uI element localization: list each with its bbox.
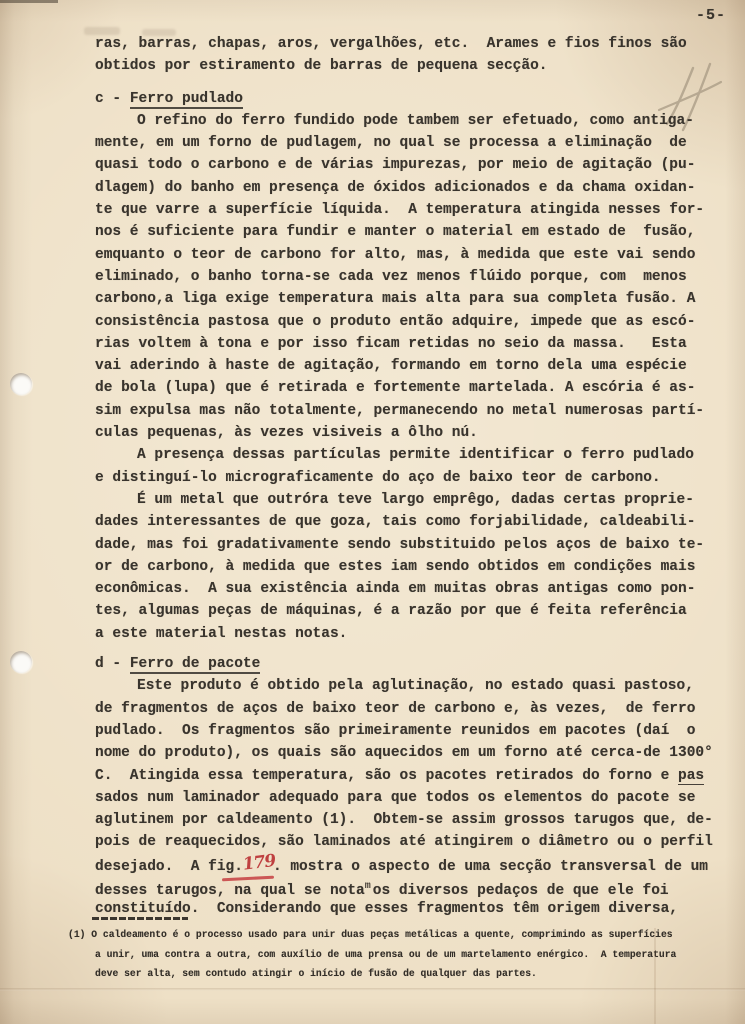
- text-line: de fragmentos de aços de baixo teor de carbono e, às vezes, de ferro: [95, 700, 696, 717]
- section-d-title: Ferro de pacote: [129, 656, 261, 673]
- text-line: dades interessantes de que goza, tais como forjabilidade, caldeabili-: [95, 514, 696, 531]
- text-line: culas pequenas, às vezes visiveis a ôlho nú.: [95, 425, 478, 442]
- text-line: econômicas. A sua existência ainda em muitas obras antigas como pon-: [95, 581, 696, 598]
- punch-hole: [10, 651, 32, 673]
- text-line: e distinguí-lo micrograficamente do aço de baixo teor de carbono.: [95, 469, 661, 486]
- inserted-superscript: m: [364, 880, 371, 892]
- footnote: [68, 925, 728, 984]
- underlined-syllable: pas: [678, 767, 705, 784]
- text-line: vai aderindo à haste de agitação, formando em torno dela uma espécie: [95, 358, 687, 375]
- text-line: quasi todo o carbono e de várias impurezas, por meio de agitação (pu-: [95, 157, 696, 174]
- text-line: or de carbono, à medida que estes iam sendo obtidos em condições mais: [95, 558, 696, 575]
- text-segment: C. Atingida essa temperatura, são os pacotes retirados do forno e: [95, 767, 678, 784]
- text-line: de bola (lupa) que é retirada e fortemente martelada. A escória é as-: [95, 380, 696, 397]
- text-segment: desejado. A fig.: [95, 858, 243, 875]
- text-line: A presença dessas partículas permite identificar o ferro pudlado: [137, 447, 694, 464]
- text-line: emquanto o teor de carbono for alto, mas, à medida que este vai sendo: [95, 246, 696, 263]
- scan-edge-artifact: [0, 0, 58, 3]
- section-c-title: Ferro pudlado: [129, 90, 243, 107]
- text-line: pudlado. Os fragmentos são primeiramente reunidos em pacotes (daí o: [95, 722, 696, 739]
- paper-crease: [654, 928, 656, 1024]
- text-line: sados num laminador adequado para que todos os elementos do pacote se: [95, 789, 696, 806]
- text-line: [95, 876, 735, 898]
- paper-crease: [0, 988, 745, 991]
- text-line: pois de reaquecidos, são laminados até atingirem o diâmetro ou o perfil: [95, 834, 713, 851]
- text-line: [95, 765, 735, 787]
- text-line: tes, algumas peças de máquinas, é a razão por que é feita referência: [95, 603, 687, 620]
- text-line: mente, em um forno de pudlagem, no qual se processa a eliminação de: [95, 135, 687, 152]
- text-segment: desses tarugos, na qual se nota: [95, 882, 365, 899]
- page-number: -5-: [695, 7, 726, 24]
- footnote-separator: [92, 917, 188, 920]
- text-line: aglutinem por caldeamento (1). Obtem-se assim grossos tarugos que, de-: [95, 812, 713, 829]
- text-line: dlagem) do banho em presença de óxidos adicionados e da chama oxidan-: [95, 179, 696, 196]
- text-line: Este produto é obtido pela aglutinação, no estado quasi pastoso,: [137, 678, 694, 695]
- text-line: É um metal que outróra teve largo emprêgo, dadas certas proprie-: [137, 491, 694, 508]
- text-line: nome do produto), os quais são aquecidos em um forno até cerca-de 1300°: [95, 745, 713, 762]
- text-line: te que varre a superfície líquida. A temperatura atingida nesses for-: [95, 202, 705, 219]
- text-line: constituído. Considerando que esses fragmentos têm origem diversa,: [95, 901, 678, 918]
- text-line: [95, 850, 735, 876]
- section-d-heading: [95, 653, 735, 675]
- section-c-label: c -: [95, 90, 130, 107]
- text-line: dade, mas foi gradativamente sendo substituido pelos aços de baixo te-: [95, 536, 705, 553]
- document-body: [95, 33, 735, 921]
- punch-hole: [10, 373, 32, 395]
- section-c-heading: [95, 88, 735, 110]
- handwritten-figure-number: 179: [241, 850, 277, 875]
- text-line: eliminado, o banho torna-se cada vez menos flúido porque, com menos: [95, 268, 687, 285]
- footnote-line: (1) O caldeamento é o processo usado para unir duas peças metálicas a quente, comprimindo as superfícies: [68, 929, 673, 940]
- text-line: consistência pastosa que o produto então adquire, impede que as escó-: [95, 313, 696, 330]
- footnote-line: a unir, uma contra a outra, com auxílio de uma prensa ou de um martelamento enérgico. A temperatura: [95, 948, 677, 960]
- section-d-label: d -: [95, 656, 130, 673]
- footnote-line: deve ser alta, sem contudo atingir o início de fusão de qualquer das partes.: [95, 968, 537, 979]
- text-segment: os diversos pedaços de que ele foi: [372, 882, 669, 899]
- text-line: ras, barras, chapas, aros, vergalhões, etc. Arames e fios finos são: [95, 36, 687, 52]
- text-line: carbono,a liga exige temperatura mais alta para sua completa fusão. A: [95, 291, 696, 308]
- text-line: nos é suficiente para fundir e manter o material em estado de fusão,: [95, 224, 696, 241]
- text-line: O refino do ferro fundido pode tambem ser efetuado, como antiga-: [137, 112, 694, 129]
- text-line: a este material nestas notas.: [95, 625, 348, 642]
- text-segment: . mostra o aspecto de uma secção transversal de um: [272, 858, 709, 875]
- text-line: rias voltem à tona e por isso ficam retidas no seio da massa. Esta: [95, 335, 687, 352]
- text-line: obtidos por estiramento de barras de pequena secção.: [95, 58, 548, 75]
- text-line: sim expulsa mas não totalmente, permanecendo no metal numerosas partí-: [95, 402, 705, 419]
